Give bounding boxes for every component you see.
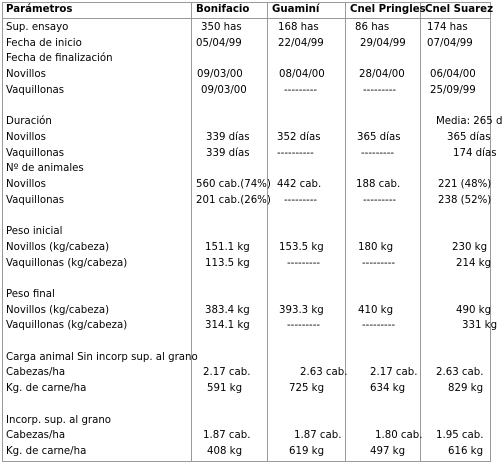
- row-value: 442 cab.: [277, 179, 322, 190]
- header-guamini: Guaminí: [272, 4, 320, 15]
- row-value: 09/03/00: [201, 84, 247, 96]
- row-label: Vaquillonas: [6, 84, 65, 96]
- row-label: Kg. de carne/ha: [6, 445, 87, 457]
- row-value: 168 has: [278, 22, 319, 33]
- row-value: 616 kg: [448, 445, 484, 457]
- row-value: 1.95 cab.: [436, 430, 484, 442]
- row-label: Novillos: [6, 179, 46, 190]
- row-value: ---------: [287, 257, 321, 269]
- row-value: 08/04/00: [279, 69, 325, 81]
- row-value: ---------: [287, 320, 321, 332]
- row-value: 339 días: [206, 131, 250, 143]
- row-value: 1.80 cab.: [375, 430, 423, 442]
- row-label: Vaquillonas (kg/cabeza): [6, 320, 128, 332]
- row-value: ---------: [363, 84, 397, 96]
- row-value: 1.87 cab.: [294, 430, 342, 442]
- row-value: 619 kg: [289, 445, 325, 457]
- row-label: Vaquillonas: [6, 147, 65, 159]
- row-value: 174 días: [453, 147, 497, 159]
- row-value: 352 días: [277, 131, 321, 143]
- row-label: Carga animal Sin incorp sup. al grano: [6, 351, 198, 363]
- row-value: ---------: [284, 194, 318, 206]
- row-label: Fecha de inicio: [6, 37, 82, 49]
- row-value: 829 kg: [448, 383, 484, 395]
- row-value: 2.17 cab.: [370, 367, 418, 379]
- row-value: 07/04/99: [427, 37, 473, 49]
- row-label: Sup. ensayo: [6, 22, 69, 33]
- row-label: Duración: [6, 116, 52, 128]
- row-value: 365 días: [357, 131, 401, 143]
- row-value: 05/04/99: [196, 37, 242, 49]
- header-row: [0, 1, 495, 19]
- row-label: Novillos: [6, 69, 46, 81]
- row-value: ---------: [362, 320, 396, 332]
- row-value: ---------: [361, 147, 395, 159]
- row-value: 2.17 cab.: [203, 367, 251, 379]
- row-label: Vaquillonas: [6, 194, 65, 206]
- row-value: 365 días: [447, 131, 491, 143]
- row-value: 383.4 kg: [205, 304, 250, 316]
- header-bonifacio: Bonifacio: [196, 4, 250, 15]
- row-value: 221 (48%): [438, 179, 492, 190]
- row-value: 06/04/00: [430, 69, 476, 81]
- row-value: 350 has: [201, 22, 242, 33]
- row-value: 25/09/99: [430, 84, 476, 96]
- row-value: 1.87 cab.: [203, 430, 251, 442]
- row-label: Peso inicial: [6, 226, 63, 238]
- row-label: Cabezas/ha: [6, 367, 66, 379]
- row-value: ---------: [362, 257, 396, 269]
- row-value: 151.1 kg: [205, 241, 250, 253]
- row-value: 331 kg: [462, 320, 498, 332]
- row-value: ----------: [277, 147, 314, 159]
- row-value: 591 kg: [207, 383, 243, 395]
- row-value: 86 has: [355, 22, 390, 33]
- row-value: ---------: [284, 84, 318, 96]
- row-label: Peso final: [6, 288, 55, 300]
- row-value: 410 kg: [358, 304, 394, 316]
- header-cnel-pringles: Cnel Pringles: [350, 4, 426, 15]
- row-label: Kg. de carne/ha: [6, 383, 87, 395]
- row-value: 634 kg: [370, 383, 406, 395]
- row-value: 174 has: [427, 22, 468, 33]
- row-value: 188 cab.: [356, 179, 401, 190]
- row-value: 09/03/00: [197, 69, 243, 81]
- row-label: Nº de animales: [6, 163, 84, 175]
- row-value: 393.3 kg: [279, 304, 324, 316]
- row-value: 314.1 kg: [205, 320, 250, 332]
- row-value: 22/04/99: [278, 37, 324, 49]
- header-parametros: Parámetros: [6, 4, 73, 15]
- row-value: 201 cab.(26%): [196, 194, 271, 206]
- row-value: 560 cab.(74%): [196, 179, 271, 190]
- row-value: 2.63 cab.: [436, 367, 484, 379]
- row-value: 28/04/00: [359, 69, 405, 81]
- row-label: Novillos: [6, 131, 46, 143]
- header-cnel-suarez: Cnel Suarez: [425, 4, 494, 15]
- row-label: Fecha de finalización: [6, 53, 113, 65]
- row-value: 230 kg: [452, 241, 488, 253]
- row-label: Vaquillonas (kg/cabeza): [6, 257, 128, 269]
- row-value: 497 kg: [370, 445, 406, 457]
- row-value: 725 kg: [289, 383, 325, 395]
- row-value: 490 kg: [456, 304, 492, 316]
- row-value: Media: 265 d: [436, 116, 502, 128]
- row-label: Cabezas/ha: [6, 430, 66, 442]
- row-value: 180 kg: [358, 241, 394, 253]
- row-value: 113.5 kg: [205, 257, 250, 269]
- row-label: Incorp. sup. al grano: [6, 414, 112, 426]
- row-value: 408 kg: [207, 445, 243, 457]
- table-row: [0, 443, 495, 461]
- row-value: 339 días: [206, 147, 250, 159]
- row-value: 214 kg: [456, 257, 492, 269]
- row-value: 29/04/99: [360, 37, 406, 49]
- row-value: 2.63 cab.: [300, 367, 348, 379]
- row-label: Novillos (kg/cabeza): [6, 304, 110, 316]
- row-value: ---------: [363, 194, 397, 206]
- row-label: Novillos (kg/cabeza): [6, 241, 110, 253]
- row-value: 238 (52%): [438, 194, 492, 206]
- row-value: 153.5 kg: [279, 241, 324, 253]
